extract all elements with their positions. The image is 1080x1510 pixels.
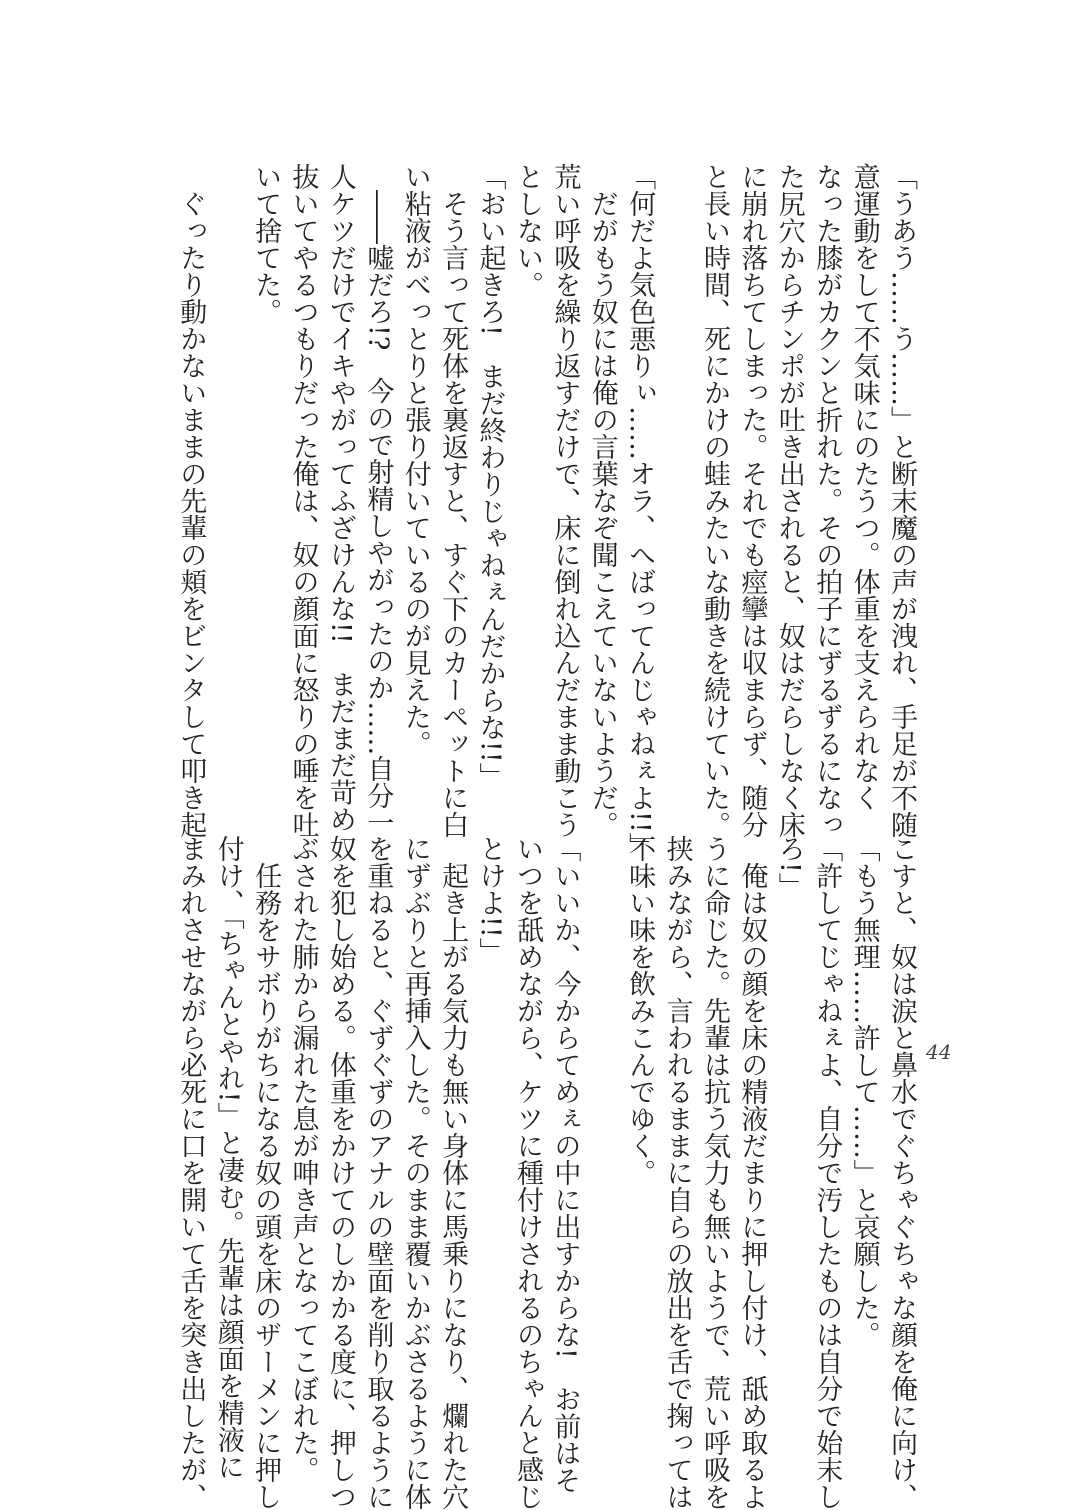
text-block-bottom	[172, 835, 920, 1510]
text-column	[583, 835, 620, 1395]
text-column: ろ!」	[773, 835, 805, 900]
text-column: ぶされた肺から漏れた息が呻き声となってこぼれた。	[287, 835, 319, 1483]
text-column: いて捨てた。	[250, 163, 282, 325]
text-column: ――嘘だろ!? 今ので射精しやがったのか……自分一	[362, 163, 394, 837]
text-column: 「うあう……う……」と断末魔の声が洩れ、手足が不随	[886, 163, 917, 838]
text-column: いつを舐めながら、ケツに種付けされるのちゃんと感じ	[511, 835, 543, 1510]
text-column: 付け、「ちゃんとやれ!」と凄む。先輩は顔面を精液に	[212, 835, 244, 1481]
text-column: としない。	[511, 163, 543, 298]
text-column: に崩れ落ちてしまった。それでも痙攣は収まらず、随分	[736, 163, 768, 838]
text-column: そう言って死体を裏返すと、すぐ下のカーペットに白	[437, 163, 469, 838]
text-column: 「いいか、今からてめぇの中に出すからな! お前はそ	[549, 835, 581, 1494]
text-column: 俺は奴の顔を床の精液だまりに押し付け、舐め取るよ	[736, 835, 768, 1510]
text-column: い粘液がべっとりと張り付いているのが見えた。	[399, 163, 431, 757]
text-column: 起き上がる気力も無い身体に馬乗りになり、爛れた穴	[437, 835, 469, 1510]
text-column: 任務をサボりがちになる奴の頭を床のザーメンに押し	[250, 835, 282, 1510]
text-column: 「おい起きろ! まだ終わりじゃねぇんだからな!!」	[474, 163, 506, 790]
text-column: ぐったり動かないままの先輩の頬をビンタして叩き起	[175, 163, 207, 838]
text-column: を重ねると、ぐずぐずのアナルの壁面を削り取るように	[362, 835, 394, 1510]
text-column: 「許してじゃねぇよ、自分で汚したものは自分で始末し	[811, 835, 843, 1510]
text-column: だがもう奴には俺の言葉なぞ聞こえていないようだ。	[586, 163, 618, 838]
text-column: 抜いてやるつもりだった俺は、奴の顔面に怒りの唾を吐	[287, 163, 319, 838]
text-column: うに命じた。先輩は抗う気力も無いようで、荒い呼吸を	[698, 835, 730, 1510]
text-column	[658, 163, 695, 723]
text-column: にずぶりと再挿入した。そのまま覆いかぶさるように体	[399, 835, 431, 1510]
text-column: まみれさせながら必死に口を開いて舌を突き出したが、	[175, 835, 207, 1510]
text-column: 人ケツだけでイキやがってふざけんな!! まだまだ苛め	[324, 163, 356, 833]
text-column: 奴を犯し始める。体重をかけてのしかかる度に、押しつ	[324, 835, 356, 1510]
page-number: 44	[926, 1040, 952, 1064]
text-column: 「もう無理……許して……」と哀願した。	[848, 835, 880, 1348]
text-column: た尻穴からチンポが吐き出されると、奴はだらしなく床	[773, 163, 805, 838]
text-column: 挟みながら、言われるままに自らの放出を舌で掬っては	[661, 835, 693, 1510]
text-column	[209, 163, 246, 723]
text-column: なった膝がカクンと折れた。その拍子にずるずるになっ	[811, 163, 843, 838]
text-block-top	[172, 163, 920, 860]
text-column: こすと、奴は涙と鼻水でぐちゃぐちゃな顔を俺に向け、	[886, 835, 917, 1510]
text-column: とけよ!!」	[474, 835, 506, 965]
text-column: 意運動をして不気味にのたうつ。体重を支えられなく	[848, 163, 880, 811]
text-column: 荒い呼吸を繰り返すだけで、床に倒れ込んだまま動こう	[549, 163, 581, 838]
text-column: 不味い味を飲みこんでゆく。	[624, 835, 656, 1186]
text-column: と長い時間、死にかけの蛙みたいな動きを続けていた。	[698, 163, 730, 838]
text-column: 「何だよ気色悪りぃ……オラ、へばってんじゃねぇよ!!」	[624, 163, 656, 860]
